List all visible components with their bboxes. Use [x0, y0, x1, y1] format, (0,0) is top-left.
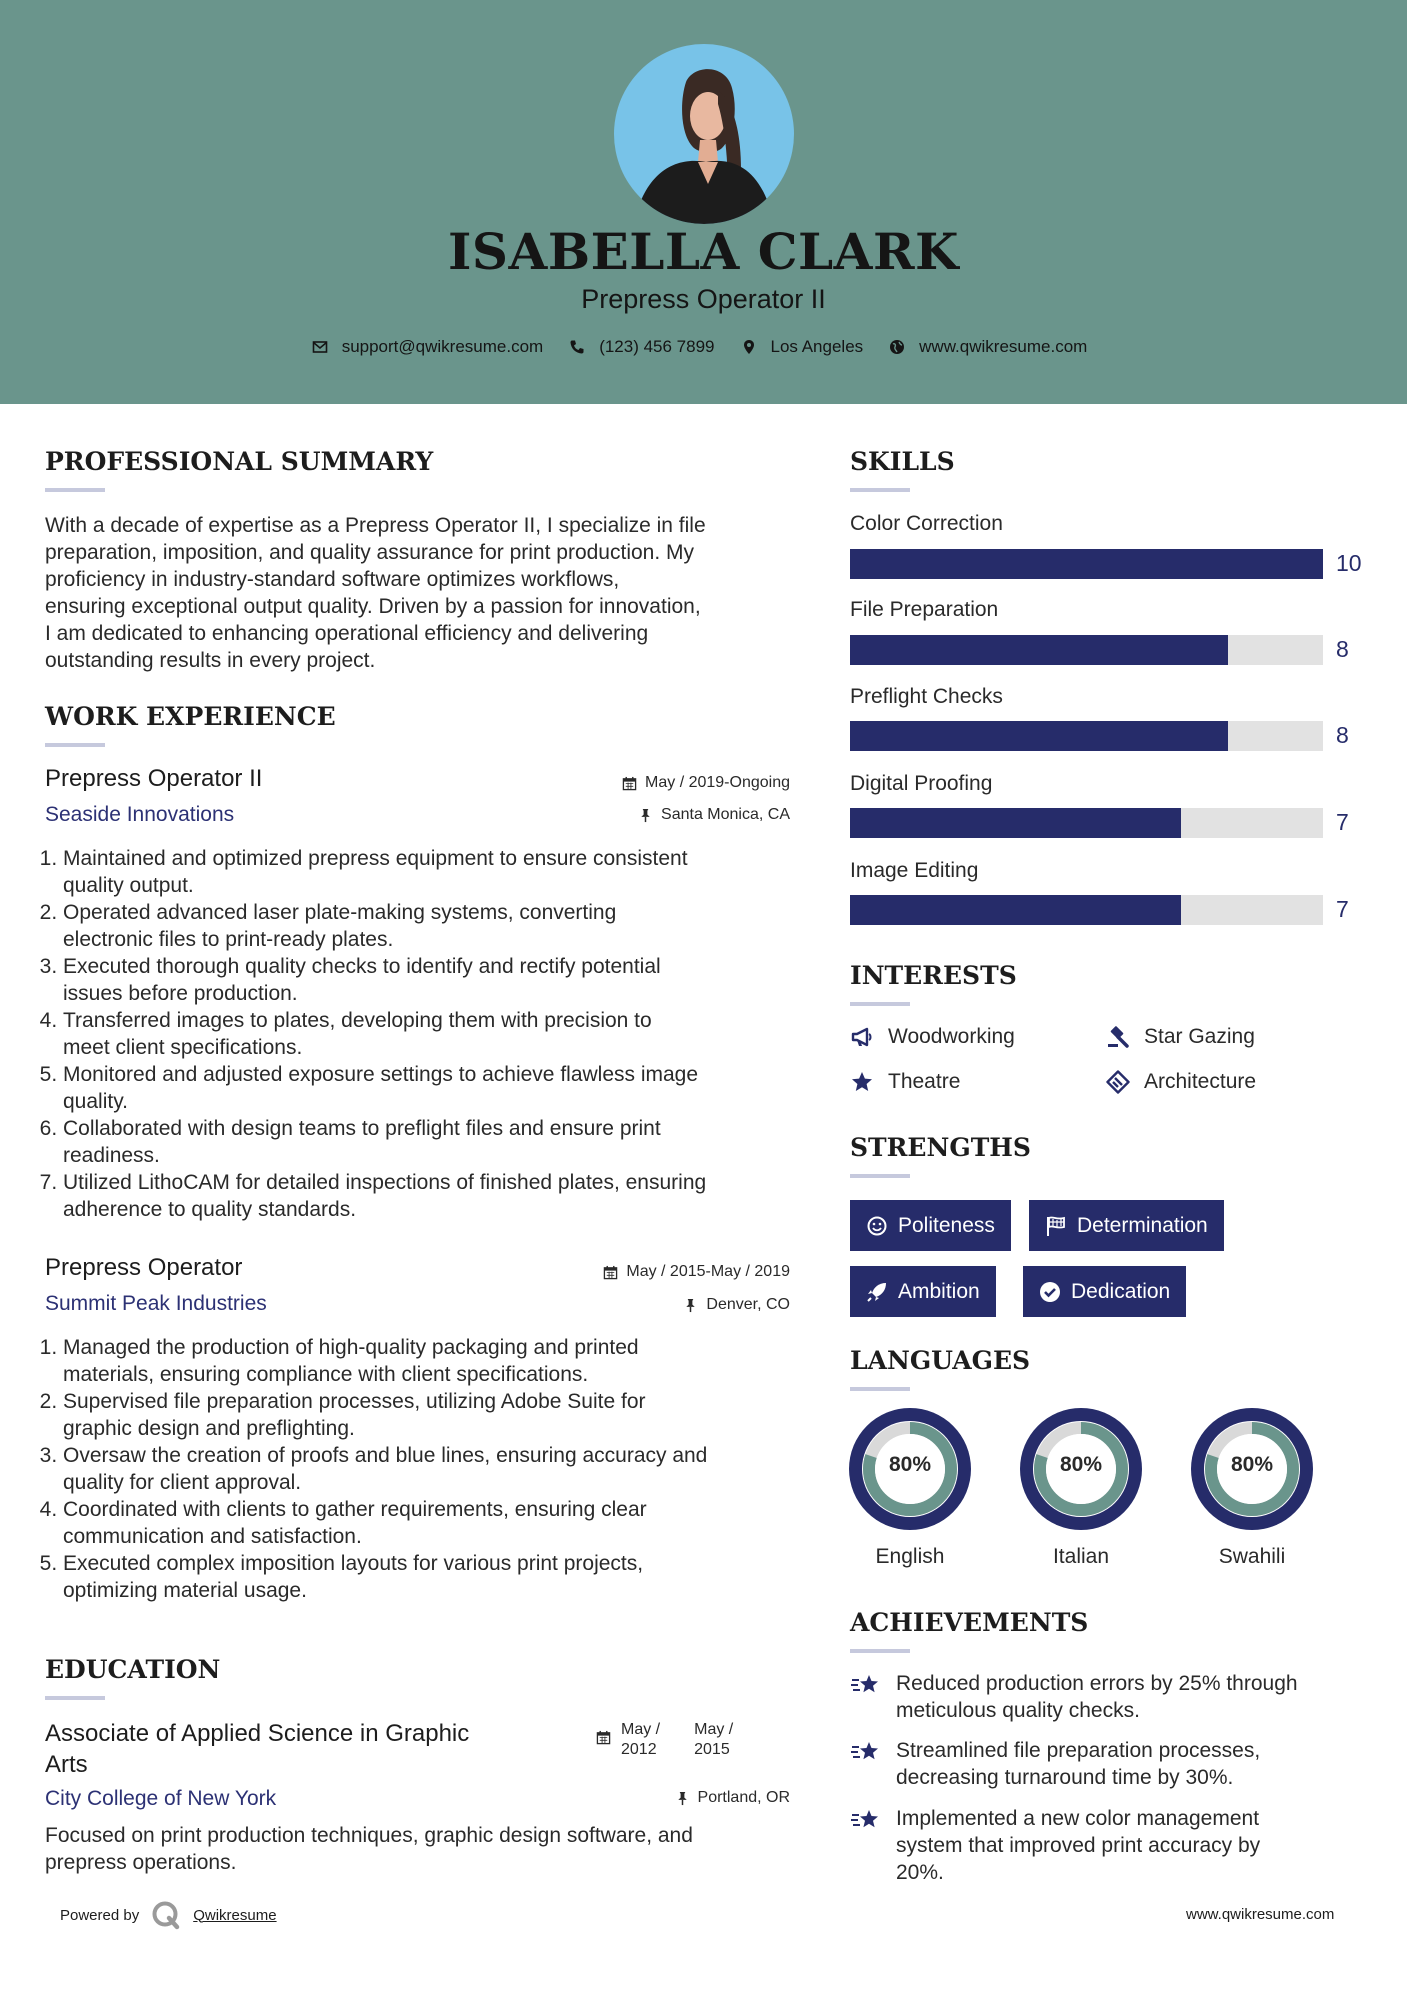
- contact-email[interactable]: [312, 337, 544, 357]
- skill-bar-fill: [850, 635, 1228, 665]
- phone-icon: [569, 339, 585, 355]
- location-text: Santa Monica, CA: [661, 806, 790, 823]
- summary-line: proficiency in industry-standard software optimizes workflows,: [45, 568, 620, 591]
- job-location: [600, 1296, 790, 1314]
- skill-label: Preflight Checks: [850, 685, 1003, 708]
- achievements-heading: ACHIEVEMENTS: [850, 1608, 1089, 1637]
- languages-heading: LANGUAGES: [850, 1346, 1031, 1375]
- school-name: City College of New York: [45, 1787, 277, 1810]
- summary-heading: PROFESSIONAL SUMMARY: [45, 447, 434, 476]
- achievement-item: [850, 1737, 1350, 1791]
- achievement-text: Reduced production errors by 25% through meticulous quality checks.: [896, 1672, 1298, 1722]
- experience-underline: [45, 743, 105, 747]
- star-icon: [850, 1070, 874, 1094]
- list-item: 5. Monitored and adjusted exposure settings to achieve flawless image quality.: [63, 1061, 805, 1115]
- skill-bar: [850, 721, 1323, 751]
- smile-icon: [866, 1215, 888, 1237]
- interests-heading: INTERESTS: [850, 961, 1017, 990]
- experience-heading: WORK EXPERIENCE: [45, 702, 336, 731]
- candidate-name: ISABELLA CLARK: [448, 222, 959, 281]
- job-responsibilities: [45, 845, 805, 1223]
- contact-location: [741, 337, 864, 357]
- strength-label: Dedication: [1071, 1279, 1171, 1303]
- calendar-icon: [622, 776, 637, 791]
- skill-bar: [850, 895, 1323, 925]
- strength-badge: [1029, 1200, 1224, 1251]
- end-date: May / 2015: [694, 1721, 734, 1758]
- interest-label: Architecture: [1144, 1070, 1257, 1093]
- achievement-item: [850, 1670, 1350, 1724]
- dates-text: May / 2019-Ongoing: [645, 774, 790, 791]
- skill-value: 7: [1336, 896, 1349, 922]
- strength-label: Determination: [1077, 1213, 1208, 1237]
- list-item: 1. Managed the production of high-quality packaging and printed materials, ensuring compliance with client specifications.: [63, 1334, 805, 1388]
- list-item: 5. Executed complex imposition layouts for various print projects, optimizing material usage.: [63, 1550, 805, 1604]
- interest-item: [1106, 1070, 1256, 1094]
- footer-website[interactable]: www.qwikresume.com: [1186, 1906, 1335, 1923]
- skill-bar-fill: [850, 808, 1181, 838]
- map-pin-icon: [741, 339, 757, 355]
- job-title: Prepress Operator II: [45, 765, 263, 792]
- profile-photo: [614, 44, 794, 224]
- globe-icon: [889, 339, 905, 355]
- language-item: [849, 1408, 971, 1569]
- strength-label: Politeness: [898, 1213, 995, 1237]
- skills-heading: SKILLS: [850, 447, 955, 476]
- interest-item: [850, 1070, 960, 1094]
- check-circle-icon: [1039, 1281, 1061, 1303]
- footer-powered-by: [60, 1900, 277, 1930]
- contact-website[interactable]: [889, 337, 1087, 357]
- language-percent: 80%: [888, 1453, 932, 1476]
- company-name: Seaside Innovations: [45, 803, 235, 826]
- resume-header: [0, 0, 1407, 404]
- education-dates: [596, 1720, 733, 1760]
- language-name: Italian: [1052, 1545, 1110, 1568]
- summary-line: I am dedicated to enhancing operational efficiency and delivering: [45, 622, 649, 645]
- strength-label: Ambition: [898, 1279, 980, 1303]
- list-item: 2. Operated advanced laser plate-making systems, converting electronic files to print-ready plates.: [63, 899, 805, 953]
- envelope-icon: [312, 339, 328, 355]
- interest-label: Woodworking: [888, 1025, 1015, 1048]
- interests-underline: [850, 1002, 910, 1006]
- list-item: 3. Executed thorough quality checks to identify and rectify potential issues before production.: [63, 953, 805, 1007]
- summary-underline: [45, 488, 105, 492]
- job-dates: [560, 1263, 790, 1281]
- list-item: 3. Oversaw the creation of proofs and blue lines, ensuring accuracy and quality for client approval.: [63, 1442, 805, 1496]
- job-dates: [600, 774, 790, 792]
- megaphone-icon: [850, 1025, 874, 1049]
- list-item: 2. Supervised file preparation processes, utilizing Adobe Suite for graphic design and preflighting.: [63, 1388, 805, 1442]
- language-percent: 80%: [1059, 1453, 1103, 1476]
- list-item: 1. Maintained and optimized prepress equipment to ensure consistent quality output.: [63, 845, 805, 899]
- education-location: [600, 1789, 790, 1807]
- interest-label: Theatre: [888, 1070, 961, 1093]
- skill-bar-fill: [850, 721, 1228, 751]
- start-date: May / 2012: [621, 1721, 661, 1758]
- degree-line: Arts: [45, 1751, 88, 1778]
- list-item: 6. Collaborated with design teams to preflight files and ensure print readiness.: [63, 1115, 805, 1169]
- flag-icon: [1045, 1215, 1067, 1237]
- language-item: [1020, 1408, 1142, 1569]
- pushpin-icon: [638, 808, 653, 823]
- skill-label: Image Editing: [850, 859, 979, 882]
- contact-bar: [0, 337, 1407, 357]
- gavel-icon: [1106, 1025, 1130, 1049]
- qwikresume-logo-icon: [151, 1900, 181, 1930]
- list-item: 4. Transferred images to plates, developing them with precision to meet client specifications.: [63, 1007, 805, 1061]
- degree-line: Associate of Applied Science in Graphic: [45, 1720, 470, 1747]
- summary-line: preparation, imposition, and quality assurance for print production. My: [45, 541, 695, 564]
- skills-underline: [850, 488, 910, 492]
- education-underline: [45, 1696, 105, 1700]
- education-description: [45, 1822, 805, 1876]
- location-text: Denver, CO: [706, 1296, 790, 1313]
- job-responsibilities: [45, 1334, 805, 1604]
- website-text: www.qwikresume.com: [919, 337, 1088, 356]
- language-percent: 80%: [1230, 1453, 1274, 1476]
- person-silhouette-icon: [614, 44, 794, 224]
- achievements-underline: [850, 1649, 910, 1653]
- skill-bar-fill: [850, 895, 1181, 925]
- location-text: Los Angeles: [770, 337, 864, 356]
- description-line: Focused on print production techniques, graphic design software, and: [45, 1824, 693, 1847]
- shooting-star-icon: [850, 1739, 882, 1767]
- pushpin-icon: [683, 1298, 698, 1313]
- skill-bar: [850, 549, 1323, 579]
- skill-bar-fill: [850, 549, 1323, 579]
- list-item: 7. Utilized LithoCAM for detailed inspections of finished plates, ensuring adherence to quality standards.: [63, 1169, 805, 1223]
- achievement-item: [850, 1805, 1350, 1886]
- language-item: [1191, 1408, 1313, 1569]
- summary-line: With a decade of expertise as a Prepress Operator II, I specialize in file: [45, 514, 706, 537]
- calendar-icon: [596, 1730, 611, 1745]
- degree-title: [45, 1718, 545, 1780]
- strength-badge: [850, 1200, 1011, 1251]
- strength-badge: [1023, 1266, 1186, 1317]
- shooting-star-icon: [850, 1672, 882, 1700]
- pushpin-icon: [675, 1791, 690, 1806]
- location-text: Portland, OR: [697, 1789, 790, 1806]
- skill-bar: [850, 808, 1323, 838]
- skill-value: 7: [1336, 809, 1349, 835]
- interest-item: [850, 1025, 1015, 1049]
- skill-label: Color Correction: [850, 512, 1003, 535]
- languages-underline: [850, 1387, 910, 1391]
- email-text: support@qwikresume.com: [341, 337, 544, 356]
- summary-line: ensuring exceptional output quality. Driven by a passion for innovation,: [45, 595, 701, 618]
- skill-value: 10: [1336, 550, 1362, 576]
- shooting-star-icon: [850, 1807, 882, 1835]
- strengths-underline: [850, 1174, 910, 1178]
- interest-item: [1106, 1025, 1255, 1049]
- skill-value: 8: [1336, 722, 1349, 748]
- rocket-icon: [866, 1281, 888, 1303]
- skill-value: 8: [1336, 636, 1349, 662]
- strength-badge: [850, 1266, 996, 1317]
- company-name: Summit Peak Industries: [45, 1292, 267, 1315]
- achievement-text: Streamlined file preparation processes, decreasing turnaround time by 30%.: [896, 1739, 1261, 1789]
- calendar-icon: [603, 1265, 618, 1280]
- strengths-heading: STRENGTHS: [850, 1133, 1031, 1162]
- job-location: [600, 806, 790, 824]
- powered-by-text: Powered by: [60, 1906, 140, 1924]
- language-name: English: [875, 1545, 945, 1568]
- achievement-text: Implemented a new color management system that improved print accuracy by 20%.: [896, 1807, 1261, 1884]
- skill-label: File Preparation: [850, 598, 999, 621]
- dates-text: May / 2015-May / 2019: [626, 1263, 790, 1280]
- brand-link[interactable]: Qwikresume: [193, 1906, 277, 1924]
- contact-phone[interactable]: [569, 337, 714, 357]
- job-title: Prepress Operator: [45, 1254, 243, 1281]
- list-item: 4. Coordinated with clients to gather requirements, ensuring clear communication and satisfaction.: [63, 1496, 805, 1550]
- education-heading: EDUCATION: [45, 1655, 221, 1684]
- summary-line: outstanding results in every project.: [45, 649, 376, 672]
- candidate-title: Prepress Operator II: [581, 284, 826, 314]
- interest-label: Star Gazing: [1144, 1025, 1255, 1048]
- summary-text: [45, 512, 795, 674]
- ticket-icon: [1106, 1070, 1130, 1094]
- skill-label: Digital Proofing: [850, 772, 993, 795]
- phone-text: (123) 456 7899: [599, 337, 715, 356]
- skill-bar: [850, 635, 1323, 665]
- language-name: Swahili: [1218, 1545, 1286, 1568]
- description-line: prepress operations.: [45, 1851, 237, 1874]
